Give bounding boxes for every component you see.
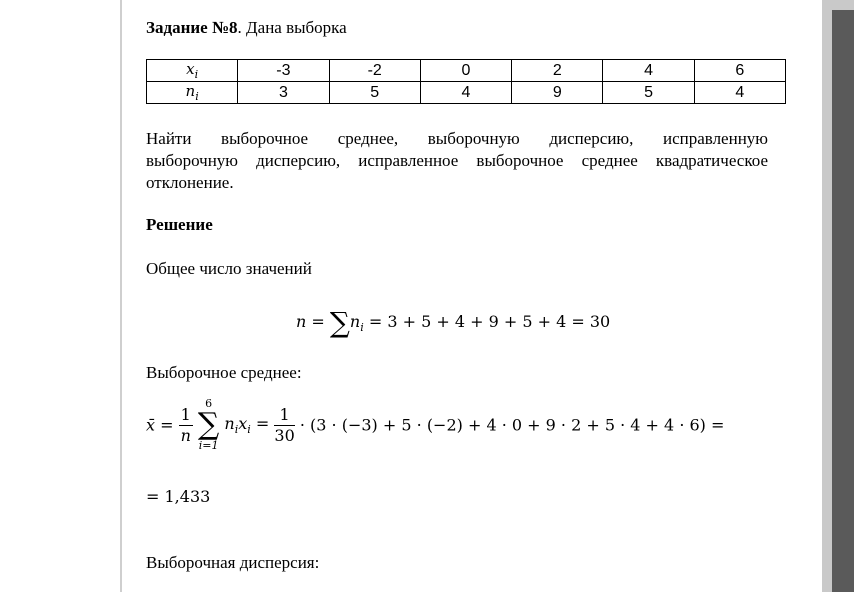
task-line: выборочную дисперсию, исправленное выборочное среднее квадратическое — [146, 151, 768, 170]
mean-label: Выборочное среднее: — [146, 363, 302, 382]
n-cell: 5 — [329, 82, 420, 104]
mean-expression: · (3 · (−3) + 5 · (−2) + 4 · 0 + 9 · 2 + 5 · 4 + 4 · 6) = — [299, 415, 725, 435]
x-cell: -3 — [238, 60, 329, 82]
n-cell: 3 — [238, 82, 329, 104]
page-edge-left — [120, 0, 122, 592]
x-cell: 2 — [512, 60, 603, 82]
fraction-1-over-30: $\frac{1}{30}$ — [274, 404, 295, 445]
task-number: Задание №8 — [146, 18, 238, 37]
total-formula: $n = \sum n_i = 3 + 5 + 4 + 9 + 5 + 4 = 30$ — [296, 306, 611, 339]
table-row-x — [147, 60, 786, 82]
fraction-1-over-n: $\frac{1}{n}$ — [180, 404, 191, 445]
x-cell: 4 — [603, 60, 694, 82]
n-cell: 5 — [603, 82, 694, 104]
scrollbar[interactable] — [822, 0, 854, 592]
total-formula-rhs: = 3 + 5 + 4 + 9 + 5 + 4 = 30 — [368, 312, 611, 331]
task-title-text: . Дана выборка — [237, 18, 347, 37]
x-cell: -2 — [329, 60, 420, 82]
table-row-n — [147, 82, 786, 104]
n-header: $n_i$ — [147, 82, 238, 104]
n-cell: 4 — [694, 82, 785, 104]
n-cell: 4 — [420, 82, 511, 104]
task-statement — [146, 128, 768, 194]
task-line: отклонение. — [146, 173, 234, 192]
task-line: Найти выборочное среднее, выборочную дисперсию, исправленную — [146, 129, 768, 148]
task-title — [146, 17, 347, 39]
n-cell: 9 — [512, 82, 603, 104]
sum-symbol: 6 ∑ i=1 — [197, 397, 220, 452]
x-cell: 6 — [694, 60, 785, 82]
sample-table — [146, 59, 786, 104]
x-cell: 0 — [420, 60, 511, 82]
mean-result: = 1,433 — [146, 487, 211, 506]
variance-label: Выборочная дисперсия: — [146, 553, 320, 572]
solution-heading: Решение — [146, 215, 213, 234]
x-header: $x_i$ — [147, 60, 238, 82]
mean-formula: x̄ = $\frac{1}{n}$ 6 ∑ i=1 $n_ix_i$ = $\frac{1}{30}$ · (3 · (−3) + 5 · (−2) + 4 · 0 + 9 · 2 + 5 · 4 + 4 · 6) = — [146, 397, 725, 452]
total-label: Общее число значений — [146, 259, 312, 278]
